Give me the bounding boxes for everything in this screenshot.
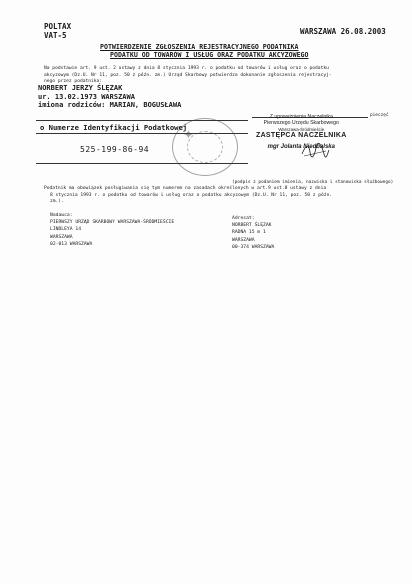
taxpayer-parents: imiona rodziców: MARIAN, BOGUSŁAWA bbox=[38, 101, 182, 109]
recipient-line1: NORBERT ŚLĘZAK bbox=[232, 223, 272, 229]
intro-line3: nego przez podatnika: bbox=[44, 79, 103, 85]
office-round-stamp bbox=[172, 118, 238, 176]
intro-paragraph bbox=[44, 66, 332, 86]
signature-caption: (podpis z podaniem imienia, nazwiska i stanowiska służbowego) bbox=[232, 180, 394, 185]
recipient-line3: WARSZAWA bbox=[232, 237, 255, 243]
official-line4: ZASTĘPCA NACZELNIKA bbox=[256, 131, 347, 139]
sender-line1: PIERWSZY URZĄD SKARBOWY WARSZAWA-ŚRÓDMIEŚCIE bbox=[50, 220, 175, 226]
official-line1: Z upoważnienia Naczelnika bbox=[269, 114, 333, 120]
form-code-line2: VAT-5 bbox=[44, 31, 67, 40]
nip-label: o Numerze Identyfikacji Podatkowej bbox=[40, 123, 188, 132]
recipient-line2: RADNA 15 m 1 bbox=[232, 230, 266, 236]
official-line5: mgr Jolanta Niedbalska bbox=[267, 144, 335, 151]
obligation-line1: Podatnik ma obowiązek posługiwania się tym numerem na zasadach określonych w art.9 ust.8 ustawy z dnia bbox=[44, 186, 327, 191]
sender-label: Nadawca: bbox=[50, 213, 73, 218]
taxpayer-born: ur. 13.02.1973 WARSZAWA bbox=[38, 92, 135, 101]
intro-line2: akcyzowym (Dz.U. Nr 11, poz. 50 z późn. zm.) Urząd Skarbowy potwierdza dokonanie zgłoszenia rejestracyj- bbox=[44, 72, 332, 78]
seal-label: pieczęć bbox=[370, 113, 389, 118]
form-code bbox=[44, 22, 71, 40]
obligation-paragraph bbox=[44, 186, 332, 206]
obligation-line2: 8 stycznia 1993 r. o podatku od towarów i usług oraz o podatku akcyzowym (Dz.U. Nr 11, poz. 50 z późn. bbox=[50, 192, 333, 198]
taxpayer-name: NORBERT JERZY ŚLĘZAK bbox=[38, 84, 123, 92]
recipient-line4: 00-374 WARSZAWA bbox=[232, 244, 275, 250]
recipient-label: Adresat: bbox=[232, 216, 255, 221]
eagle-emblem-icon: ✦ bbox=[183, 128, 194, 143]
taxpayer-block bbox=[38, 84, 181, 110]
recipient-block bbox=[232, 215, 274, 251]
official-line3: Warszawa-Śródmieście bbox=[278, 126, 325, 132]
document-title bbox=[100, 43, 309, 59]
official-line2: Pierwszego Urzędu Skarbowego bbox=[263, 120, 339, 127]
intro-line1: Na podstawie art. 9 ust. 2 ustawy z dnia 8 stycznia 1993 r. o podatku od towarów i usług oraz o podatku bbox=[44, 66, 329, 71]
sender-line3: WARSZAWA bbox=[50, 234, 73, 240]
sender-line4: 02-013 WARSZAWA bbox=[50, 241, 93, 247]
sender-line2: LINDLEYA 14 bbox=[50, 227, 82, 233]
nip-value: 525-199-86-94 bbox=[80, 145, 150, 154]
form-code-line1: POLTAX bbox=[44, 22, 72, 31]
obligation-line3: zm.). bbox=[50, 199, 64, 205]
title-line1: POTWIERDZENIE ZGŁOSZENIA REJESTRACYJNEGO PODATNIKA bbox=[100, 43, 299, 51]
place-date: WARSZAWA 26.08.2003 bbox=[300, 27, 386, 36]
title-line2: PODATKU OD TOWARÓW I USŁUG ORAZ PODATKU AKCYZOWEGO bbox=[110, 51, 309, 59]
sender-block bbox=[50, 212, 174, 248]
handwritten-signature bbox=[300, 142, 330, 160]
